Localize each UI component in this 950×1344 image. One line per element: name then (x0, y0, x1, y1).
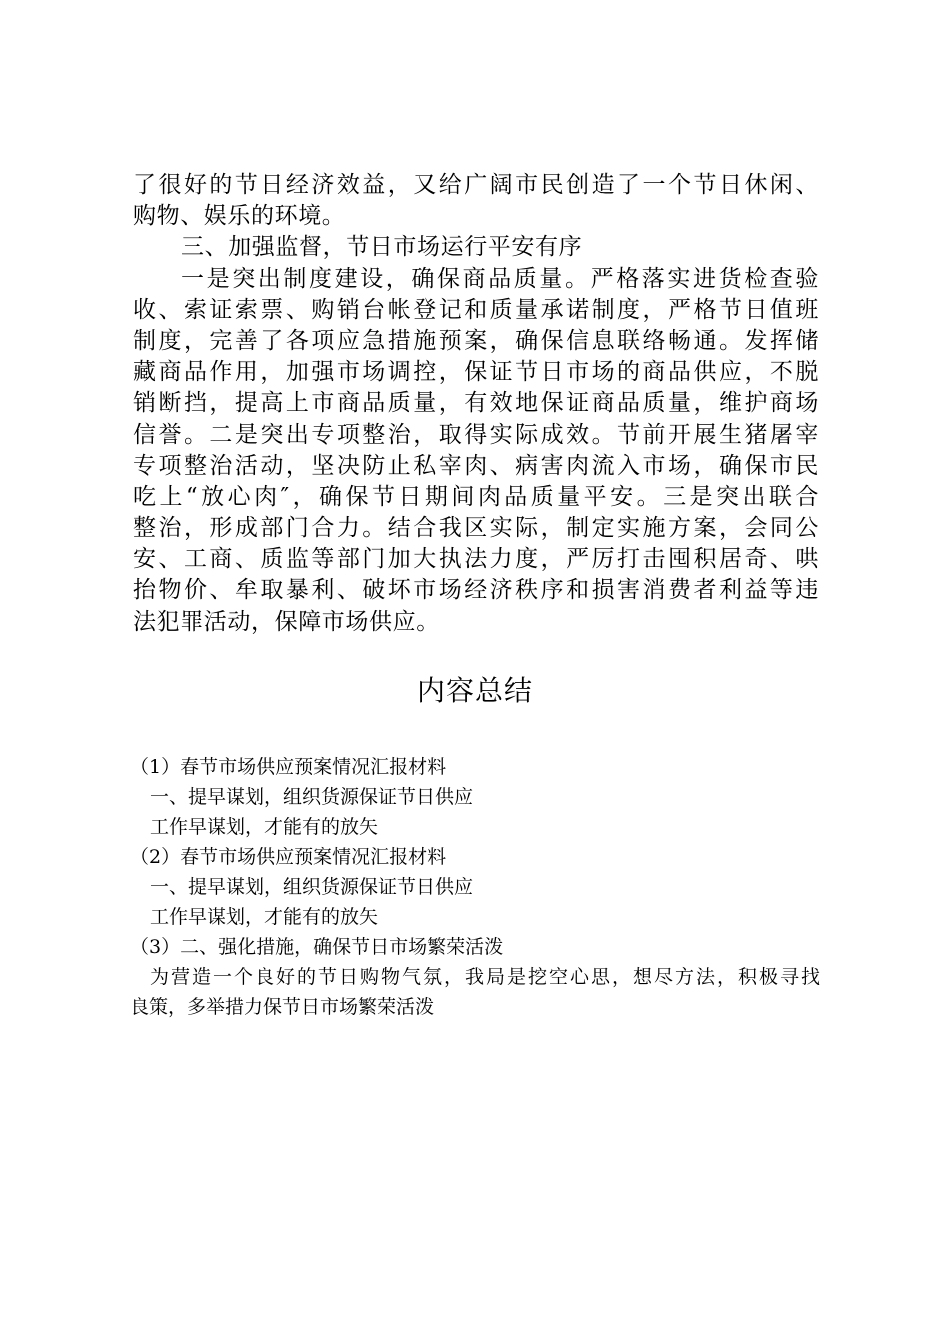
summary-text-block (130, 752, 820, 1022)
body-text-block (133, 170, 819, 638)
body-line: 法犯罪活动，保障市场供应。 (133, 608, 440, 635)
summary-line: （2）春节市场供应预案情况汇报材料 (130, 846, 447, 868)
body-line: 抬物价、牟取暴利、破坏市场经济秩序和损害消费者利益等违 (133, 577, 819, 604)
summary-line: 工作早谋划，才能有的放矢 (150, 816, 379, 838)
body-line: 专项整治活动，坚决防止私宰肉、病害肉流入市场，确保市民 (133, 452, 819, 479)
body-line: 整治，形成部门合力。结合我区实际，制定实施方案，会同公 (133, 515, 819, 542)
summary-line: （1）春节市场供应预案情况汇报材料 (130, 756, 447, 778)
summary-line: 一、提早谋划，组织货源保证节日供应 (150, 876, 474, 898)
body-line: 藏商品作用，加强市场调控，保证节日市场的商品供应，不脱 (133, 359, 819, 386)
body-line: 三、加强监督，节日市场运行平安有序 (181, 234, 583, 261)
body-line: 一是突出制度建设，确保商品质量。严格落实进货检查验 (181, 265, 819, 292)
summary-line: 一、提早谋划，组织货源保证节日供应 (150, 786, 474, 808)
summary-line: 为营造一个良好的节日购物气氛，我局是挖空心思，想尽方法，积极寻找 (150, 966, 820, 988)
summary-line: （3）二、强化措施，确保节日市场繁荣活泼 (130, 936, 504, 958)
body-line: 收、索证索票、购销台帐登记和质量承诺制度，严格节日值班 (133, 296, 819, 323)
summary-line: 良策，多举措力保节日市场繁荣活泼 (130, 996, 435, 1018)
body-line: 购物、娱乐的环境。 (133, 203, 346, 230)
summary-line: 工作早谋划，才能有的放矢 (150, 906, 379, 928)
body-line: 了很好的节日经济效益，又给广阔市民创造了一个节日休闲、 (133, 172, 819, 198)
body-line: 安、工商、质监等部门加大执法力度，严厉打击囤积居奇、哄 (133, 546, 819, 573)
body-line: 吃上“放心肉″，确保节日期间肉品质量平安。三是突出联合 (133, 483, 819, 510)
summary-title: 内容总结 (416, 674, 533, 707)
body-line: 制度，完善了各项应急措施预案，确保信息联络畅通。发挥储 (133, 327, 819, 354)
body-line: 信誉。二是突出专项整治，取得实际成效。节前开展生猪屠宰 (133, 421, 819, 448)
body-line: 销断挡，提高上市商品质量，有效地保证商品质量，维护商场 (133, 390, 819, 417)
